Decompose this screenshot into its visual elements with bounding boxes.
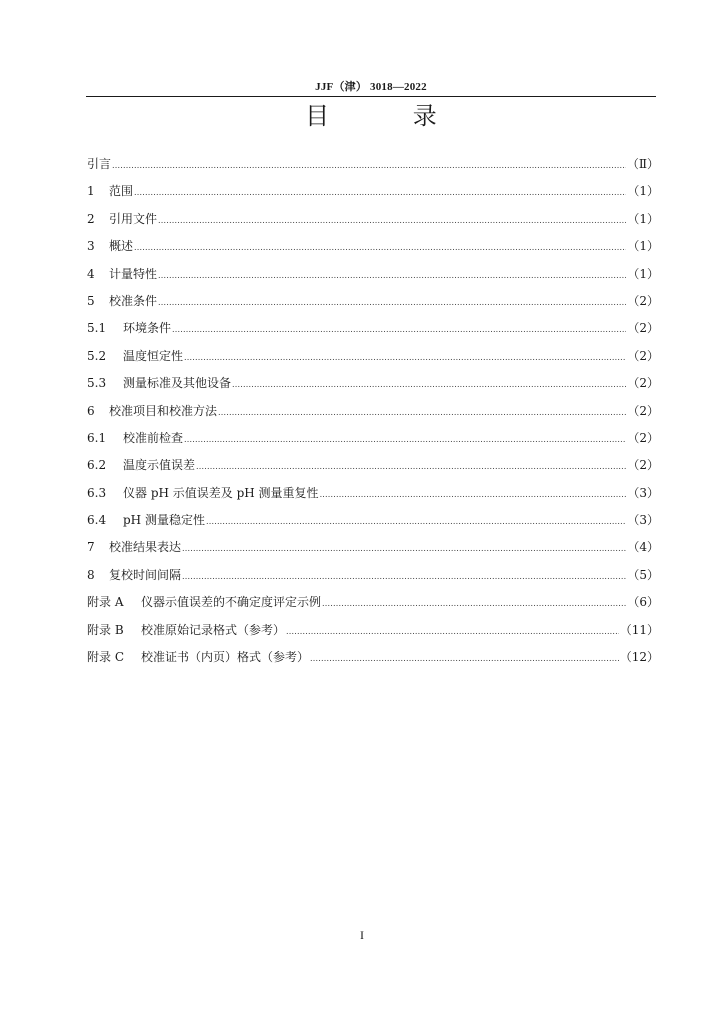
- toc-entry-7[interactable]: [87, 535, 659, 562]
- toc-entry-6-2[interactable]: [87, 453, 659, 480]
- toc-entry-page: （2）: [627, 403, 659, 418]
- toc-entry-page: （Ⅱ）: [626, 157, 659, 171]
- toc-entry-label: [87, 316, 171, 340]
- toc-entry-label: [87, 399, 217, 423]
- standard-code-header: JJF（津） 3018—2022: [315, 81, 427, 93]
- toc-entry-label: [87, 289, 157, 313]
- toc-entry-page: （2）: [627, 321, 659, 336]
- toc-entry-title: 计量特性: [109, 266, 158, 281]
- toc-entry-page: （2）: [627, 430, 659, 445]
- toc-entry-2[interactable]: [87, 207, 659, 234]
- toc-entry-label: [87, 207, 157, 231]
- toc-entry-label: [87, 563, 181, 587]
- toc-entry-title: 校准条件: [109, 293, 158, 308]
- toc-entry-3[interactable]: [87, 234, 659, 261]
- toc-entry-5-2[interactable]: [87, 344, 659, 371]
- toc-entry-number: 5.2: [87, 348, 107, 363]
- toc-entry-page: （6）: [627, 595, 659, 610]
- toc-entry-title: 引言: [87, 157, 112, 171]
- toc-entry-title: pH 测量稳定性: [123, 513, 205, 528]
- toc-leader-dots: [310, 647, 619, 671]
- toc-entry-title: 仪器 pH 示值误差及 pH 测量重复性: [123, 485, 319, 500]
- page-title: 目 录: [305, 102, 475, 130]
- toc-entry-page: （1）: [627, 211, 659, 226]
- toc-entry-number: 6: [87, 403, 95, 418]
- toc-entry-number: 附录 A: [87, 595, 124, 610]
- toc-entry-page: （2）: [627, 293, 659, 308]
- toc-entry-title: 仪器示值误差的不确定度评定示例: [141, 595, 322, 610]
- toc-entry-5-3[interactable]: [87, 371, 659, 398]
- toc-leader-dots: [182, 537, 626, 561]
- toc-entry-page: （4）: [627, 540, 659, 555]
- toc-entry-appendix-a[interactable]: [87, 590, 659, 617]
- toc-entry-number: 附录 C: [87, 650, 124, 665]
- toc-entry-page: （2）: [627, 376, 659, 391]
- toc-entry-title: 环境条件: [123, 321, 172, 336]
- toc-entry-page: （2）: [627, 348, 659, 363]
- toc-entry-1[interactable]: [87, 179, 659, 206]
- toc-leader-dots: [182, 565, 626, 589]
- toc-entry-4[interactable]: [87, 262, 659, 289]
- toc-entry-number: 3: [87, 239, 95, 254]
- toc-entry-page: （5）: [627, 567, 659, 582]
- toc-entry-title: 测量标准及其他设备: [123, 376, 232, 391]
- toc-entry-number: 1: [87, 184, 95, 199]
- toc-leader-dots: [112, 154, 626, 178]
- toc-entry-title: 范围: [109, 184, 134, 199]
- toc-entry-title: 校准前检查: [123, 430, 184, 445]
- toc-entry-label: [87, 179, 133, 203]
- toc-entry-title: 校准证书（内页）格式（参考）: [141, 650, 310, 665]
- toc-entry-number: 7: [87, 540, 95, 555]
- toc-entry-page: （12）: [619, 650, 659, 665]
- toc-leader-dots: [218, 401, 626, 425]
- toc-entry-page: （3）: [627, 485, 659, 500]
- page-number: I: [360, 928, 364, 942]
- toc-entry-page: （1）: [627, 239, 659, 254]
- toc-entry-label: [87, 234, 133, 258]
- toc-leader-dots: [158, 209, 626, 233]
- toc-entry-appendix-c[interactable]: [87, 645, 659, 672]
- toc-leader-dots: [184, 346, 626, 370]
- toc-leader-dots: [322, 592, 626, 616]
- toc-entry-number: 2: [87, 211, 95, 226]
- toc-entry-page: （2）: [627, 458, 659, 473]
- toc-entry-label: [87, 508, 205, 532]
- toc-entry-6-1[interactable]: [87, 426, 659, 453]
- toc-leader-dots: [320, 483, 627, 507]
- toc-entry-6-3[interactable]: [87, 481, 659, 508]
- toc-entry-title: 校准项目和校准方法: [109, 403, 218, 418]
- toc-entry-number: 4: [87, 266, 95, 281]
- toc-entry-page: （1）: [627, 184, 659, 199]
- toc-entry-number: 6.1: [87, 430, 107, 445]
- toc-leader-dots: [158, 291, 626, 315]
- toc-entry-number: 6.2: [87, 458, 107, 473]
- toc-entry-6[interactable]: [87, 399, 659, 426]
- toc-entry-title: 复校时间间隔: [109, 567, 182, 582]
- toc-entry-page: （3）: [627, 513, 659, 528]
- toc-entry-title: 概述: [109, 239, 134, 254]
- toc-leader-dots: [134, 181, 626, 205]
- toc-entry-label: [87, 481, 319, 505]
- toc-entry-title: 校准原始记录格式（参考）: [141, 622, 286, 637]
- toc-entry-label: [87, 453, 195, 477]
- header-divider: [86, 96, 656, 97]
- toc-entry-5[interactable]: [87, 289, 659, 316]
- toc-entry-foreword[interactable]: [87, 152, 659, 179]
- toc-leader-dots: [158, 264, 626, 288]
- table-of-contents: [87, 152, 659, 672]
- toc-entry-number: 附录 B: [87, 622, 124, 637]
- toc-leader-dots: [232, 373, 626, 397]
- toc-entry-label: [87, 426, 183, 450]
- toc-entry-label: [87, 618, 285, 642]
- toc-entry-page: （1）: [627, 266, 659, 281]
- toc-entry-number: 6.4: [87, 513, 107, 528]
- toc-entry-label: [87, 262, 157, 286]
- toc-entry-6-4[interactable]: [87, 508, 659, 535]
- toc-entry-5-1[interactable]: [87, 316, 659, 343]
- toc-leader-dots: [206, 510, 626, 534]
- toc-entry-page: （11）: [619, 622, 659, 637]
- toc-entry-title: 温度示值误差: [123, 458, 196, 473]
- toc-entry-number: 5.1: [87, 321, 107, 336]
- toc-entry-label: [87, 535, 181, 559]
- toc-entry-number: 6.3: [87, 485, 107, 500]
- toc-leader-dots: [196, 455, 626, 479]
- toc-entry-title: 温度恒定性: [123, 348, 184, 363]
- toc-entry-number: 5.3: [87, 376, 107, 391]
- toc-entry-title: 引用文件: [109, 211, 158, 226]
- toc-entry-label: [87, 344, 183, 368]
- toc-entry-label: [87, 152, 111, 176]
- toc-entry-title: 校准结果表达: [109, 540, 182, 555]
- toc-leader-dots: [286, 620, 619, 644]
- toc-entry-label: [87, 645, 309, 669]
- toc-entry-label: [87, 590, 321, 614]
- toc-entry-appendix-b[interactable]: [87, 618, 659, 645]
- toc-leader-dots: [134, 236, 626, 260]
- toc-leader-dots: [172, 318, 626, 342]
- toc-entry-number: 8: [87, 567, 95, 582]
- toc-leader-dots: [184, 428, 626, 452]
- toc-entry-8[interactable]: [87, 563, 659, 590]
- toc-entry-number: 5: [87, 293, 95, 308]
- toc-entry-label: [87, 371, 231, 395]
